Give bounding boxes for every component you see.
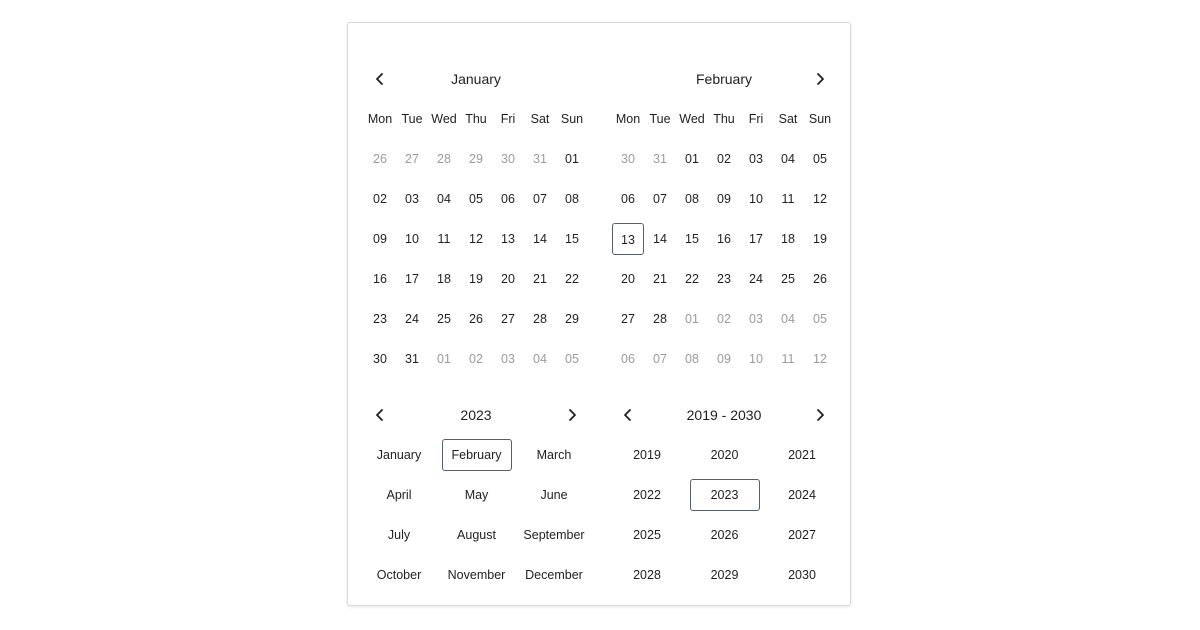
january-day-cell[interactable]: 24 — [405, 312, 419, 326]
year-option-2021[interactable]: 2021 — [788, 448, 816, 462]
january-day-cell[interactable]: 12 — [469, 232, 483, 246]
weekday-header-mon: Mon — [615, 112, 641, 126]
february-day-cell[interactable]: 05 — [813, 312, 827, 326]
month-option-may[interactable]: May — [464, 488, 489, 502]
february-day-cell[interactable]: 06 — [621, 192, 635, 206]
year-option-2020[interactable]: 2020 — [710, 448, 739, 462]
february-day-cell[interactable]: 01 — [685, 312, 699, 326]
month-option-january[interactable]: January — [376, 448, 422, 462]
weekday-header-fri: Fri — [500, 112, 516, 126]
weekday-header-fri: Fri — [748, 112, 764, 126]
right-month-title[interactable]: February — [695, 71, 753, 87]
january-day-cell[interactable]: 18 — [437, 272, 451, 286]
year-option-2025[interactable]: 2025 — [633, 528, 661, 542]
february-day-cell[interactable]: 24 — [749, 272, 763, 286]
february-day-cell[interactable]: 10 — [749, 192, 763, 206]
prev-year-button[interactable] — [364, 399, 396, 431]
january-day-cell[interactable]: 03 — [405, 192, 419, 206]
year-option-2027[interactable]: 2027 — [788, 528, 816, 542]
january-day-cell[interactable]: 08 — [565, 192, 579, 206]
year-option-2030[interactable]: 2030 — [788, 568, 816, 582]
february-day-cell[interactable]: 02 — [717, 312, 731, 326]
january-day-cell[interactable]: 11 — [437, 232, 451, 246]
decade-range-title[interactable]: 2019 - 2030 — [686, 407, 762, 423]
february-day-cell[interactable]: 15 — [685, 232, 699, 246]
january-day-cell[interactable]: 29 — [565, 312, 579, 326]
january-day-cell[interactable]: 05 — [565, 352, 579, 366]
february-day-cell[interactable]: 17 — [749, 232, 763, 246]
january-day-cell[interactable]: 26 — [373, 152, 387, 166]
month-option-october[interactable]: October — [376, 568, 422, 582]
february-day-cell[interactable]: 25 — [781, 272, 795, 286]
february-day-cell[interactable]: 16 — [717, 232, 731, 246]
january-day-cell[interactable]: 30 — [501, 152, 515, 166]
february-day-cell[interactable]: 22 — [685, 272, 699, 286]
january-day-cell[interactable]: 31 — [533, 152, 547, 166]
year-title[interactable]: 2023 — [460, 407, 492, 423]
february-day-cell[interactable]: 20 — [621, 272, 635, 286]
january-day-cell[interactable]: 10 — [405, 232, 419, 246]
february-day-cell[interactable]: 04 — [781, 152, 795, 166]
year-option-2026[interactable]: 2026 — [710, 528, 739, 542]
month-option-september[interactable]: September — [523, 528, 585, 542]
chevron-left-icon — [621, 408, 635, 422]
february-day-cell[interactable]: 30 — [621, 152, 635, 166]
february-day-cell[interactable]: 23 — [717, 272, 731, 286]
january-day-cell[interactable]: 05 — [469, 192, 483, 206]
year-option-2022[interactable]: 2022 — [633, 488, 661, 502]
january-day-cell[interactable]: 07 — [533, 192, 547, 206]
weekday-header-tue: Tue — [401, 112, 423, 126]
january-day-cell[interactable]: 25 — [437, 312, 451, 326]
weekday-header-tue: Tue — [649, 112, 671, 126]
january-day-cell[interactable]: 19 — [469, 272, 483, 286]
month-option-march[interactable]: March — [536, 448, 572, 462]
year-option-2028[interactable]: 2028 — [633, 568, 661, 582]
date-picker-panel — [347, 22, 851, 606]
february-day-cell[interactable]: 18 — [781, 232, 795, 246]
weekday-header-sat: Sat — [778, 112, 798, 126]
february-day-cell[interactable]: 10 — [749, 352, 763, 366]
weekday-header-sat: Sat — [530, 112, 550, 126]
january-day-cell[interactable]: 02 — [373, 192, 387, 206]
january-day-cell[interactable]: 14 — [533, 232, 547, 246]
next-decade-button[interactable] — [804, 399, 836, 431]
january-day-cell[interactable]: 01 — [437, 352, 451, 366]
february-day-cell[interactable]: 03 — [749, 312, 763, 326]
january-day-cell[interactable]: 01 — [565, 152, 579, 166]
january-day-cell[interactable]: 06 — [501, 192, 515, 206]
january-day-cell[interactable]: 09 — [373, 232, 387, 246]
february-day-cell[interactable]: 12 — [813, 352, 827, 366]
january-day-cell[interactable]: 27 — [405, 152, 419, 166]
month-option-july[interactable]: July — [387, 528, 411, 542]
year-option-2029[interactable]: 2029 — [710, 568, 739, 582]
weekday-header-sun: Sun — [808, 112, 832, 126]
chevron-right-icon — [813, 72, 827, 86]
weekday-header-mon: Mon — [367, 112, 393, 126]
chevron-left-icon — [373, 408, 387, 422]
chevron-right-icon — [565, 408, 579, 422]
month-option-april[interactable]: April — [386, 488, 412, 502]
month-option-february[interactable]: February — [442, 439, 512, 471]
february-day-cell[interactable]: 01 — [685, 152, 699, 166]
february-day-cell[interactable]: 31 — [653, 152, 667, 166]
january-day-cell[interactable]: 30 — [373, 352, 387, 366]
left-month-title[interactable]: January — [451, 71, 501, 87]
january-day-cell[interactable]: 27 — [501, 312, 515, 326]
weekday-header-wed: Wed — [679, 112, 705, 126]
february-day-cell[interactable]: 09 — [717, 352, 731, 366]
january-day-cell[interactable]: 21 — [533, 272, 547, 286]
february-day-cell[interactable]: 21 — [653, 272, 667, 286]
february-day-cell[interactable]: 04 — [781, 312, 795, 326]
prev-month-button[interactable] — [364, 63, 396, 95]
february-day-cell[interactable]: 11 — [781, 352, 795, 366]
chevron-right-icon — [813, 408, 827, 422]
january-day-cell[interactable]: 03 — [501, 352, 515, 366]
january-day-cell[interactable]: 04 — [533, 352, 547, 366]
month-option-august[interactable]: August — [457, 528, 496, 542]
january-day-cell[interactable]: 15 — [565, 232, 579, 246]
weekday-header-thu: Thu — [465, 112, 487, 126]
february-day-cell[interactable]: 05 — [813, 152, 827, 166]
january-day-cell[interactable]: 31 — [405, 352, 419, 366]
january-day-cell[interactable]: 17 — [405, 272, 419, 286]
year-option-2019[interactable]: 2019 — [633, 448, 661, 462]
february-day-cell[interactable]: 12 — [813, 192, 827, 206]
next-month-button[interactable] — [804, 63, 836, 95]
weekday-header-thu: Thu — [713, 112, 735, 126]
january-day-cell[interactable]: 04 — [437, 192, 451, 206]
february-day-cell[interactable]: 02 — [717, 152, 731, 166]
january-day-cell[interactable]: 20 — [501, 272, 515, 286]
february-day-cell[interactable]: 14 — [653, 232, 667, 246]
january-day-cell[interactable]: 23 — [373, 312, 387, 326]
february-day-cell[interactable]: 03 — [749, 152, 763, 166]
month-option-december[interactable]: December — [525, 568, 583, 582]
next-year-button[interactable] — [556, 399, 588, 431]
february-day-cell[interactable]: 08 — [685, 352, 699, 366]
february-day-cell[interactable]: 11 — [781, 192, 795, 206]
january-day-cell[interactable]: 26 — [469, 312, 483, 326]
february-day-cell[interactable]: 06 — [621, 352, 635, 366]
january-day-cell[interactable]: 16 — [373, 272, 387, 286]
january-day-cell[interactable]: 13 — [501, 232, 515, 246]
february-day-cell[interactable]: 07 — [653, 352, 667, 366]
january-day-cell[interactable]: 29 — [469, 152, 483, 166]
february-day-cell[interactable]: 07 — [653, 192, 667, 206]
weekday-header-sun: Sun — [560, 112, 584, 126]
month-option-november[interactable]: November — [447, 568, 506, 582]
prev-decade-button[interactable] — [612, 399, 644, 431]
january-day-cell[interactable]: 02 — [469, 352, 483, 366]
february-day-cell[interactable]: 19 — [813, 232, 827, 246]
february-day-cell[interactable]: 27 — [621, 312, 635, 326]
february-day-cell[interactable]: 09 — [717, 192, 731, 206]
january-day-cell[interactable]: 28 — [533, 312, 547, 326]
february-day-cell[interactable]: 13 — [612, 223, 644, 255]
year-option-2023[interactable]: 2023 — [690, 479, 760, 511]
chevron-left-icon — [373, 72, 387, 86]
month-option-june[interactable]: June — [540, 488, 568, 502]
january-day-cell[interactable]: 28 — [437, 152, 451, 166]
february-day-cell[interactable]: 26 — [813, 272, 827, 286]
january-day-cell[interactable]: 22 — [565, 272, 579, 286]
february-day-cell[interactable]: 08 — [685, 192, 699, 206]
year-option-2024[interactable]: 2024 — [788, 488, 816, 502]
february-day-cell[interactable]: 28 — [653, 312, 667, 326]
weekday-header-wed: Wed — [431, 112, 457, 126]
